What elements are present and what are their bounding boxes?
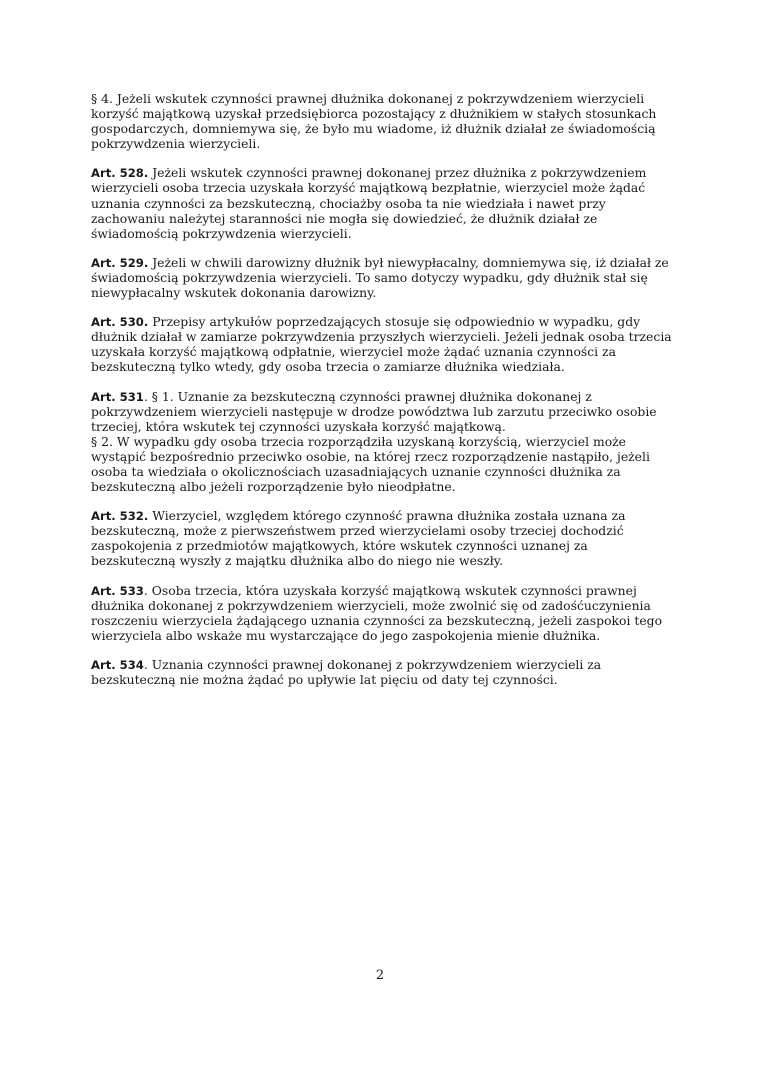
text-line: osoba ta wiedziała o okolicznościach uzasadniających uznanie czynności dłużnika za (91, 464, 621, 479)
text-line: pokrzywdzenia wierzycieli. (91, 137, 261, 152)
text-line-content: . Osoba trzecia, która uzyskała korzyść majątkową wskutek czynności prawnej (143, 583, 637, 598)
article-number: Art. 529. (91, 255, 149, 270)
text-line: niewypłacalny wskutek dokonania darowizny. (91, 286, 377, 301)
text-line: zaspokojenia z przedmiotów majątkowych, które wskutek czynności uznanej za (91, 539, 588, 554)
text-line: wystąpić bezpośrednio przeciwko osobie, na której rzecz rozporządzenie nastąpiło, jeżeli (91, 449, 650, 464)
article-number: Art. 533 (91, 583, 144, 598)
text-line: bezskuteczną wyszły z majątku dłużnika albo do niego nie weszły. (91, 554, 504, 569)
text-line: wierzyciela albo wskaże mu wystarczające do jego zaspokojenia mienie dłużnika. (91, 628, 601, 643)
paragraph-art-530 (91, 315, 681, 375)
text-line: bezskuteczną, może z pierwszeństwem przed wierzycielami osoby trzeciej dochodzić (91, 524, 624, 539)
text-line: trzeciej, która wskutek tej czynności uzyskała korzyść majątkową. (91, 419, 506, 434)
text-line: bezskuteczną nie można żądać po upływie lat pięciu od daty tej czynności. (91, 673, 558, 687)
text-line-content: . Uznania czynności prawnej dokonanej z pokrzywdzeniem wierzycieli za (143, 657, 602, 672)
document-page (91, 92, 681, 702)
paragraph-art-532 (91, 509, 681, 569)
text-line-content: Jeżeli w chwili darowizny dłużnik był niewypłacalny, domniemywa się, iż działał ze (148, 255, 669, 270)
text-line (91, 390, 681, 405)
article-number: Art. 531 (91, 389, 144, 404)
article-number: Art. 528. (91, 166, 149, 181)
text-line (91, 256, 681, 271)
article-number: Art. 530. (91, 315, 149, 330)
text-line: bezskuteczną albo jeżeli rozporządzenie było nieodpłatne. (91, 480, 456, 495)
paragraph-art-533 (91, 584, 681, 644)
text-line: dłużnika dokonanej z pokrzywdzeniem wierzycieli, może zwolnić się od zadośćuczynienia (91, 598, 651, 613)
page-number: 2 (375, 968, 385, 983)
text-line: roszczeniu wierzyciela żądającego uznania czynności za bezskuteczną, jeżeli zaspokoi tego (91, 613, 663, 628)
text-line: bezskuteczną tylko wtedy, gdy osoba trzecia o zamiarze dłużnika wiedziała. (91, 360, 565, 375)
text-line: świadomością pokrzywdzenia wierzycieli. (91, 226, 352, 241)
text-line (91, 166, 681, 181)
text-line (91, 315, 681, 330)
paragraph-section-4 (91, 92, 681, 152)
text-line: § 2. W wypadku gdy osoba trzecia rozporządziła uzyskaną korzyścią, wierzyciel może (91, 434, 626, 449)
text-line (91, 509, 681, 524)
text-line-content: . § 1. Uznanie za bezskuteczną czynności prawnej dłużnika dokonanej z (143, 389, 592, 404)
text-line: § 4. Jeżeli wskutek czynności prawnej dłużnika dokonanej z pokrzywdzeniem wierzycieli (91, 92, 645, 106)
text-line: zachowaniu należytej staranności nie mogła się dowiedzieć, że dłużnik działał ze (91, 211, 598, 226)
paragraph-art-528 (91, 166, 681, 241)
text-line: uzyskała korzyść majątkową odpłatnie, wierzyciel może żądać uznania czynności za (91, 345, 616, 360)
text-line: wierzycieli osoba trzecia uzyskała korzyść majątkową bezpłatnie, wierzyciel może żądać (91, 181, 646, 196)
article-number: Art. 534 (91, 657, 144, 672)
text-line: dłużnik działał w zamiarze pokrzywdzenia przyszłych wierzycieli. Jeżeli jednak osoba trzecia (91, 330, 672, 345)
text-line (91, 584, 681, 599)
text-line: gospodarczych, domniemywa się, że było mu wiadome, iż dłużnik działał ze świadomością (91, 122, 656, 137)
text-line-content: Jeżeli wskutek czynności prawnej dokonanej przez dłużnika z pokrzywdzeniem (148, 166, 647, 181)
text-line: uznania czynności za bezskuteczną, chociażby osoba ta nie wiedziała i nawet przy (91, 196, 606, 211)
text-line-content: Wierzyciel, względem którego czynność prawna dłużnika została uznana za (148, 509, 626, 524)
text-line (91, 658, 681, 673)
text-line: świadomością pokrzywdzenia wierzycieli. To samo dotyczy wypadku, gdy dłużnik stał się (91, 270, 648, 285)
paragraph-art-531 (91, 390, 681, 496)
text-line-content: Przepisy artykułów poprzedzających stosuje się odpowiednio w wypadku, gdy (148, 315, 641, 330)
article-number: Art. 532. (91, 509, 149, 524)
paragraph-art-534 (91, 658, 681, 688)
paragraph-art-529 (91, 256, 681, 301)
text-line: pokrzywdzeniem wierzycieli następuje w drodze powództwa lub zarzutu przeciwko osobie (91, 404, 657, 419)
text-line: korzyść majątkową uzyskał przedsiębiorca pozostający z dłużnikiem w stałych stosunkach (91, 107, 657, 122)
